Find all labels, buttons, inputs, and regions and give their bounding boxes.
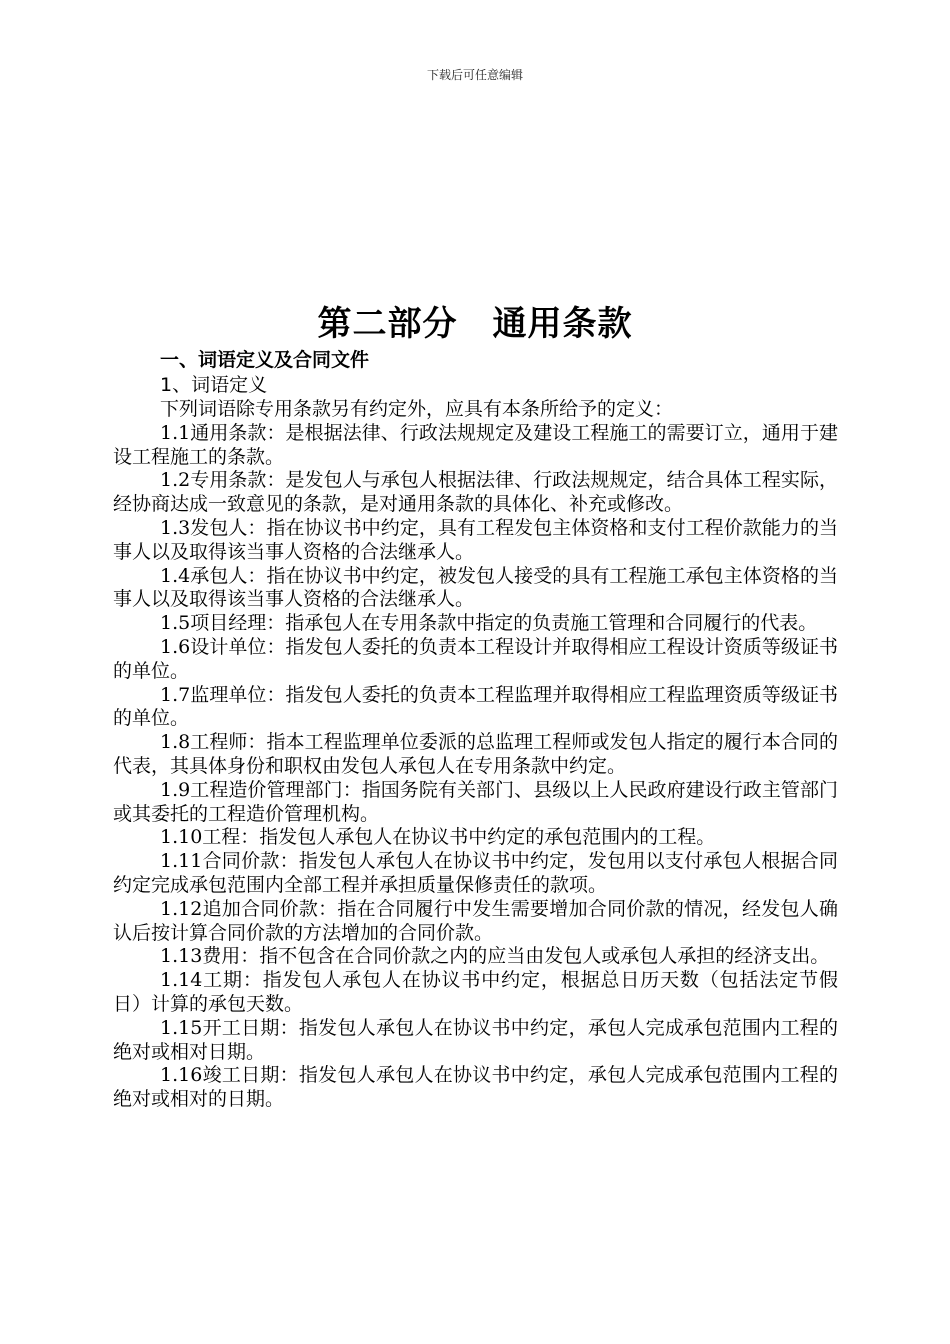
clause-1-12: 1.12追加合同价款：指在合同履行中发生需要增加合同价款的情况，经发包人确认后按计算合同价款的方法增加的合同价款。 (113, 897, 838, 944)
intro-paragraph: 下列词语除专用条款另有约定外，应具有本条所给予的定义： (160, 398, 674, 420)
header-note: 下载后可任意编辑 (426, 68, 523, 82)
clause-1-16: 1.16竣工日期：指发包人承包人在协议书中约定，承包人完成承包范围内工程的绝对或相对的日期。 (113, 1064, 838, 1111)
clause-1-10: 1.10工程：指发包人承包人在协议书中约定的承包范围内的工程。 (160, 826, 716, 849)
clause-1-5: 1.5项目经理：指承包人在专用条款中指定的负责施工管理和合同履行的代表。 (160, 612, 818, 635)
clause-1-8: 1.8工程师：指本工程监理单位委派的总监理工程师或发包人指定的履行本合同的代表，其具体身份和职权由发包人承包人在专用条款中约定。 (113, 731, 838, 777)
page-title: 第二部分 通用条款 (317, 304, 633, 344)
clause-1-1: 1.1通用条款：是根据法律、行政法规规定及建设工程施工的需要订立，通用于建设工程施工的条款。 (113, 421, 838, 468)
clause-1-4: 1.4承包人：指在协议书中约定，被发包人接受的具有工程施工承包主体资格的当事人以及取得该当事人资格的合法继承人。 (113, 564, 838, 611)
clause-1-2: 1.2专用条款：是发包人与承包人根据法律、行政法规规定，结合具体工程实际，经协商达成一致意见的条款，是对通用条款的具体化、补充或修改。 (113, 469, 838, 516)
section-heading: 一、词语定义及合同文件 (160, 349, 370, 371)
clause-1-14: 1.14工期：指发包人承包人在协议书中约定，根据总日历天数（包括法定节假日）计算的承包天数。 (113, 969, 838, 1015)
clause-1-15: 1.15开工日期：指发包人承包人在协议书中约定，承包人完成承包范围内工程的绝对或相对日期。 (113, 1016, 838, 1063)
subsection-heading: 1、词语定义 (160, 374, 268, 396)
clause-1-7: 1.7监理单位：指发包人委托的负责本工程监理并取得相应工程监理资质等级证书的单位。 (113, 683, 838, 730)
clause-1-9: 1.9工程造价管理部门：指国务院有关部门、县级以上人民政府建设行政主管部门或其委托的工程造价管理机构。 (113, 778, 838, 825)
document-body (113, 348, 838, 1112)
clause-1-11: 1.11合同价款：指发包人承包人在协议书中约定，发包用以支付承包人根据合同约定完成承包范围内全部工程并承担质量保修责任的款项。 (113, 850, 838, 896)
clause-1-6: 1.6设计单位：指发包人委托的负责本工程设计并取得相应工程设计资质等级证书的单位。 (113, 635, 838, 682)
clause-1-13: 1.13费用：指不包含在合同价款之内的应当由发包人或承包人承担的经济支出。 (160, 945, 830, 968)
clause-1-3: 1.3发包人：指在协议书中约定，具有工程发包主体资格和支付工程价款能力的当事人以及取得该当事人资格的合法继承人。 (113, 516, 838, 563)
